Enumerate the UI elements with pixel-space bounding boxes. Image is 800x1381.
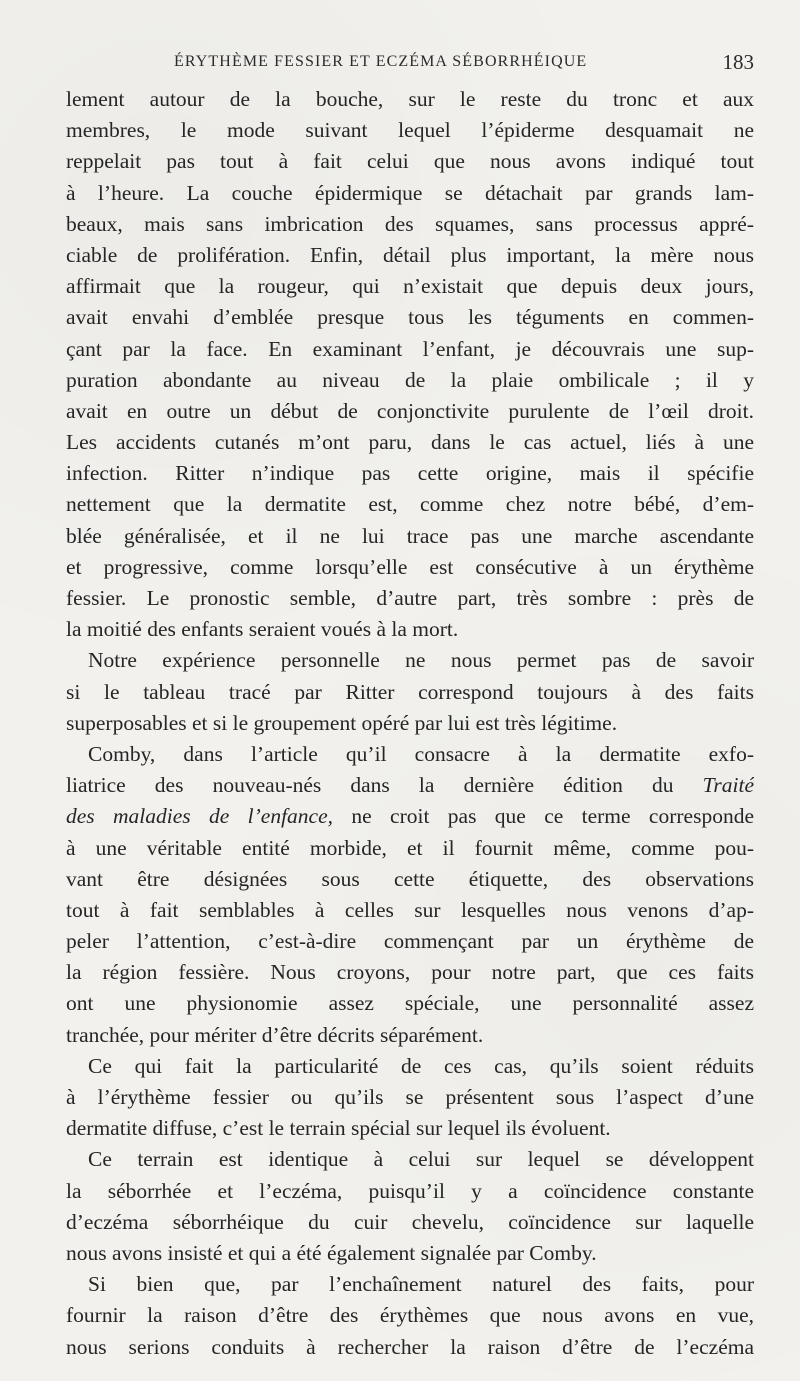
text-line (66, 801, 754, 832)
text-line: avait envahi d’emblée presque tous les téguments en commen- (66, 305, 754, 330)
text-line: reppelait pas tout à fait celui que nous avons indiqué tout (66, 149, 754, 174)
book-title-fragment: des maladies de l’enfance, (66, 804, 334, 829)
text-line: puration abondante au niveau de la plaie ombilicale ; il y (66, 367, 754, 392)
text-line: Si bien que, par l’enchaînement naturel des faits, pour (88, 1272, 754, 1297)
text-line: à l’heure. La couche épidermique se détachait par grands lam- (66, 180, 754, 205)
text-line: à une véritable entité morbide, et il fournit même, comme pou- (66, 835, 754, 860)
text-line: et progressive, comme lorsqu’elle est consécutive à un érythème (66, 554, 754, 579)
text-line: d’eczéma séborrhéique du cuir chevelu, coïncidence sur laquelle (66, 1209, 754, 1234)
text-line: infection. Ritter n’indique pas cette origine, mais il spécifie (66, 461, 754, 486)
text-line: ciable de prolifération. Enfin, détail plus important, la mère nous (66, 242, 754, 267)
text-line (66, 770, 754, 801)
text-line: superposables et si le groupement opéré par lui est très légitime. (66, 710, 618, 735)
text-line: vant être désignées sous cette étiquette, des observations (66, 866, 754, 891)
text-line: fessier. Le pronostic semble, d’autre part, très sombre : près de (66, 586, 754, 610)
body-text (66, 84, 754, 1363)
text-line: ont une physionomie assez spéciale, une personnalité assez (66, 991, 754, 1016)
text-line: Ce qui fait la particularité de ces cas, qu’ils soient réduits (88, 1053, 754, 1078)
text-line: çant par la face. En examinant l’enfant, je découvrais une sup- (66, 336, 754, 361)
text-line: membres, le mode suivant lequel l’épiderme desquamait ne (66, 118, 754, 143)
text-line: la région fessière. Nous croyons, pour notre part, que ces faits (66, 960, 754, 985)
text-line: peler l’attention, c’est-à-dire commençant par un érythème de (66, 929, 754, 954)
text-line: blée généralisée, et il ne lui trace pas une marche ascendante (66, 523, 754, 548)
text-line: affirmait que la rougeur, qui n’existait que depuis deux jours, (66, 274, 754, 299)
text-line: tranchée, pour mériter d’être décrits séparément. (66, 1022, 484, 1047)
text-line: si le tableau tracé par Ritter correspond toujours à des faits (66, 679, 754, 704)
text-line: à l’érythème fessier ou qu’ils se présentent sous l’aspect d’une (66, 1085, 754, 1109)
text-line: Les accidents cutanés m’ont paru, dans le cas actuel, liés à une (66, 430, 754, 455)
text-line: fournir la raison d’être des érythèmes que nous avons en vue, (66, 1303, 754, 1328)
text-line: la séborrhée et l’eczéma, puisqu’il y a coïncidence constante (66, 1178, 754, 1203)
line-segment: ne croit pas que ce terme corresponde (351, 804, 754, 829)
text-line: nous serions conduits à rechercher la raison d’être de l’eczéma (66, 1334, 754, 1359)
text-line: nous avons insisté et qui a été également signalée par Comby. (66, 1240, 597, 1265)
text-line: tout à fait semblables à celles sur lesquelles nous venons d’ap- (66, 897, 754, 922)
text-line: lement autour de la bouche, sur le reste du tronc et aux (66, 87, 754, 111)
text-line: Ce terrain est identique à celui sur lequel se développent (88, 1147, 754, 1172)
text-line: nettement que la dermatite est, comme chez notre bébé, d’em- (66, 492, 754, 517)
text-line: beaux, mais sans imbrication des squames, sans processus appré- (66, 211, 754, 236)
text-line: avait en outre un début de conjonctivite purulente de l’œil droit. (66, 398, 754, 423)
page-number: 183 (722, 50, 754, 74)
text-line: Comby, dans l’article qu’il consacre à la dermatite exfo- (88, 741, 754, 766)
text-line: la moitié des enfants seraient voués à la mort. (66, 617, 459, 642)
page-header (66, 50, 754, 80)
text-line: Notre expérience personnelle ne nous permet pas de savoir (88, 648, 754, 673)
book-title-fragment: Traité (702, 773, 754, 798)
text-line: dermatite diffuse, c’est le terrain spécial sur lequel ils évoluent. (66, 1116, 611, 1141)
line-segment: liatrice des nouveau-nés dans la dernière édition du (66, 773, 674, 798)
running-title: ÉRYTHÈME FESSIER ET ECZÉMA SÉBORRHÉIQUE (174, 53, 588, 70)
